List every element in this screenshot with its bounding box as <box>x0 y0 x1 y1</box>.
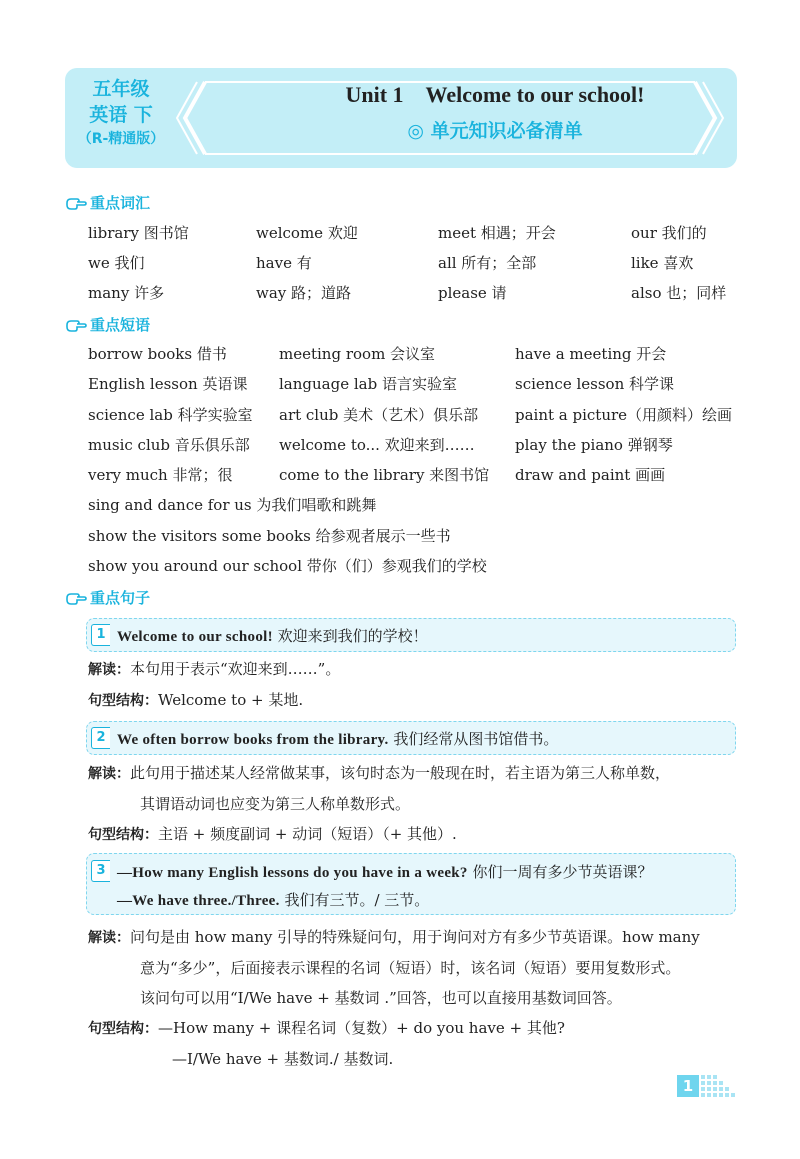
vocab-item: also 也；同样 <box>631 284 727 302</box>
page-title <box>265 82 725 108</box>
grade-text: 五年级 <box>92 78 150 100</box>
vocab-item: have 有 <box>256 254 312 272</box>
sentence-chinese: 你们一周有多少节英语课？ <box>467 863 653 881</box>
phrase-item: have a meeting 开会 <box>515 345 667 363</box>
phrase-item: meeting room 会议室 <box>279 345 436 363</box>
title-box <box>265 82 725 143</box>
sentence-english: Welcome to our school! <box>117 629 273 645</box>
sentence-english: —How many English lessons do you have in a week? <box>117 865 468 881</box>
explain-label: 解读： <box>88 662 130 678</box>
vocab-item: library 图书馆 <box>88 224 189 242</box>
structure-text: 主语 + 频度副词 + 动词（短语）（+ 其他）. <box>158 825 457 843</box>
subject-text: 英语 下 <box>89 104 153 126</box>
explain-line-cont: 意为“多少”，后面接表示课程的名词（短语）时，该名词（短语）要用复数形式。 <box>140 959 681 977</box>
sentence-1-notes <box>88 654 738 716</box>
sentence-number: 1 <box>91 624 110 646</box>
sentence-box-1 <box>86 618 736 652</box>
structure-line <box>88 819 738 850</box>
phrases-heading <box>65 314 150 335</box>
unit-number: Unit 1 <box>345 82 404 107</box>
structure-text: Welcome to + 某地. <box>158 691 304 709</box>
phrase-item: English lesson 英语课 <box>88 375 248 394</box>
phrases-heading-text: 重点短语 <box>90 316 151 334</box>
phrase-row <box>88 430 738 460</box>
phrase-item: borrow books 借书 <box>88 345 227 363</box>
sentence-number: 2 <box>91 727 110 749</box>
phrase-row <box>88 339 738 369</box>
section-subtitle: ◎ 单元知识必备清单 <box>407 120 583 142</box>
sentence-3-notes <box>88 922 738 1074</box>
phrase-item: science lab 科学实验室 <box>88 405 253 424</box>
vocab-heading <box>65 192 150 213</box>
phrase-long: sing and dance for us 为我们唱歌和跳舞 <box>88 496 377 515</box>
phrase-item: paint a picture（用颜料）绘画 <box>515 405 733 424</box>
vocab-item: many 许多 <box>88 284 165 302</box>
unit-header <box>65 68 737 168</box>
sentence-english: —We have three./Three. <box>117 893 280 909</box>
structure-line <box>88 685 738 716</box>
vocab-item: please 请 <box>438 284 507 302</box>
phrase-item: welcome to... 欢迎来到…… <box>279 435 475 454</box>
pointing-hand-icon <box>65 195 87 211</box>
vocab-item: all 所有；全部 <box>438 254 537 272</box>
phrase-row <box>88 460 738 490</box>
explain-line-cont: 其谓语动词也应变为第三人称单数形式。 <box>140 795 411 813</box>
page-dots-decoration <box>701 1075 735 1097</box>
phrases-grid <box>88 339 738 581</box>
sentence-line <box>117 728 558 749</box>
phrase-item: play the piano 弹钢琴 <box>515 435 673 454</box>
vocab-item: like 喜欢 <box>631 254 694 272</box>
unit-title-text: Welcome to our school! <box>425 82 645 107</box>
vocab-item: we 我们 <box>88 254 145 272</box>
explain-line <box>88 922 738 953</box>
sentence-line <box>117 625 428 646</box>
phrase-long: show the visitors some books 给参观者展示一些书 <box>88 526 451 545</box>
structure-label: 句型结构： <box>88 1021 158 1037</box>
sentence-english: We often borrow books from the library. <box>117 732 389 748</box>
structure-label: 句型结构： <box>88 693 158 709</box>
phrase-item: language lab 语言实验室 <box>279 375 457 394</box>
explain-label: 解读： <box>88 930 130 946</box>
sentence-chinese: 我们经常从图书馆借书。 <box>388 730 559 748</box>
phrase-item: come to the library 来图书馆 <box>279 466 490 485</box>
phrase-long: show you around our school 带你（们）参观我们的学校 <box>88 557 487 576</box>
explain-line-cont: 该问句可以用“I/We have + 基数词 .”回答，也可以直接用基数词回答。 <box>140 989 622 1007</box>
vocab-item: welcome 欢迎 <box>256 224 358 242</box>
phrase-row <box>88 400 738 430</box>
structure-line-cont: —I/We have + 基数词./ 基数词. <box>172 1050 394 1068</box>
page-number: 1 <box>677 1075 699 1097</box>
sentence-number: 3 <box>91 860 110 882</box>
explain-line <box>88 758 738 789</box>
sentence-line <box>117 889 429 910</box>
vocab-item: meet 相遇；开会 <box>438 224 556 242</box>
pointing-hand-icon <box>65 317 87 333</box>
phrase-item: draw and paint 画画 <box>515 466 666 485</box>
grade-label <box>65 76 177 150</box>
sentence-chinese: 欢迎来到我们的学校！ <box>272 627 428 645</box>
sentence-box-2 <box>86 721 736 755</box>
structure-text: —How many + 课程名词（复数）+ do you have + 其他? <box>158 1019 565 1037</box>
sentence-2-notes <box>88 758 738 850</box>
explain-text: 问句是由 how many 引导的特殊疑问句，用于询问对方有多少节英语课。how many <box>130 928 700 946</box>
sentence-line <box>117 861 653 882</box>
edition-text: （R-精通版） <box>77 131 165 147</box>
vocab-item: way 路；道路 <box>256 284 352 302</box>
phrase-item: music club 音乐俱乐部 <box>88 435 250 454</box>
explain-line <box>88 654 738 685</box>
sentence-box-3 <box>86 853 736 915</box>
structure-label: 句型结构： <box>88 827 158 843</box>
vocab-item: our 我们的 <box>631 224 707 242</box>
structure-line <box>88 1013 738 1044</box>
pointing-hand-icon <box>65 590 87 606</box>
explain-text: 本句用于表示“欢迎来到……”。 <box>130 660 341 678</box>
phrase-item: very much 非常；很 <box>88 466 233 485</box>
phrase-row <box>88 369 738 399</box>
sentence-chinese: 我们有三节。/ 三节。 <box>279 891 430 909</box>
phrase-item: science lesson 科学课 <box>515 375 675 394</box>
explain-text: 此句用于描述某人经常做某事，该句时态为一般现在时，若主语为第三人称单数， <box>130 764 671 782</box>
sentences-heading-text: 重点句子 <box>90 589 151 607</box>
explain-label: 解读： <box>88 766 130 782</box>
phrase-item: art club 美术（艺术）俱乐部 <box>279 405 479 424</box>
sentences-heading <box>65 587 150 608</box>
vocab-heading-text: 重点词汇 <box>90 194 151 212</box>
